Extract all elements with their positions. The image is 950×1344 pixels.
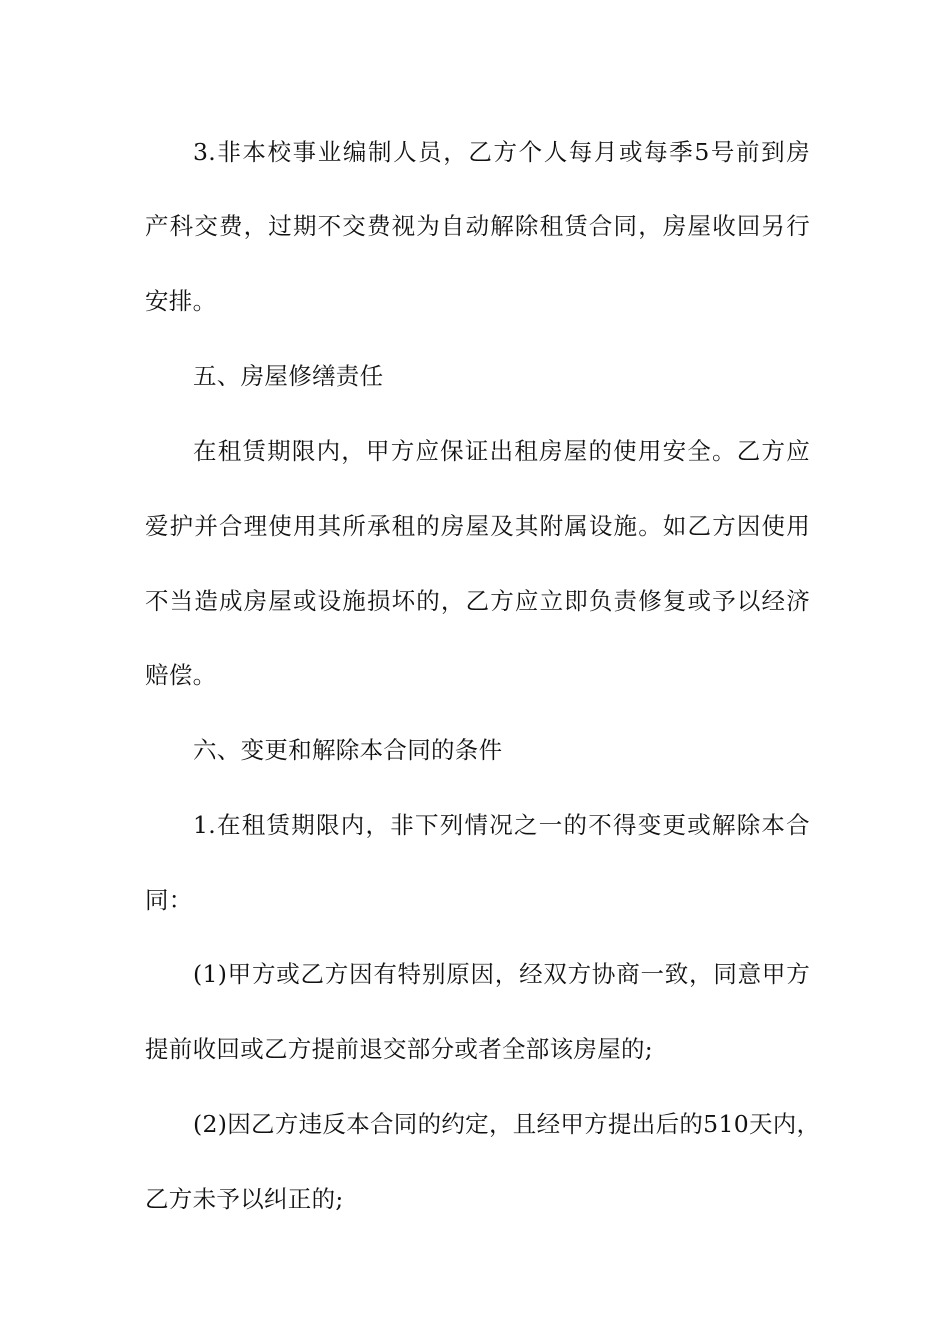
item-1-line-1: (1)甲方或乙方因有特别原因，经双方协商一致，同意甲方 bbox=[193, 960, 810, 988]
section-5-para-line-3: 不当造成房屋或设施损坏的，乙方应立即负责修复或予以经济 bbox=[145, 587, 810, 615]
section-5-heading: 五、房屋修缮责任 bbox=[193, 362, 384, 390]
clause-4-3-line-1: 3.非本校事业编制人员，乙方个人每月或每季5号前到房 bbox=[193, 138, 810, 166]
item-2-line-1: (2)因乙方违反本合同的约定，且经甲方提出后的510天内， bbox=[193, 1110, 821, 1138]
section-5-para-line-1: 在租赁期限内，甲方应保证出租房屋的使用安全。乙方应 bbox=[193, 437, 810, 465]
clause-4-3-line-2: 产科交费，过期不交费视为自动解除租赁合同，房屋收回另行 bbox=[145, 212, 810, 240]
item-2-line-2: 乙方未予以纠正的; bbox=[145, 1185, 344, 1213]
clause-6-1-line-2: 同： bbox=[145, 886, 193, 914]
section-5-para-line-2: 爱护并合理使用其所承租的房屋及其附属设施。如乙方因使用 bbox=[145, 512, 810, 540]
clause-4-3-line-3: 安排。 bbox=[145, 287, 217, 315]
clause-6-1-line-1: 1.在租赁期限内，非下列情况之一的不得变更或解除本合 bbox=[193, 811, 810, 839]
item-1-line-2: 提前收回或乙方提前退交部分或者全部该房屋的; bbox=[145, 1035, 654, 1063]
section-6-heading: 六、变更和解除本合同的条件 bbox=[193, 736, 503, 764]
section-5-para-line-4: 赔偿。 bbox=[145, 661, 217, 689]
